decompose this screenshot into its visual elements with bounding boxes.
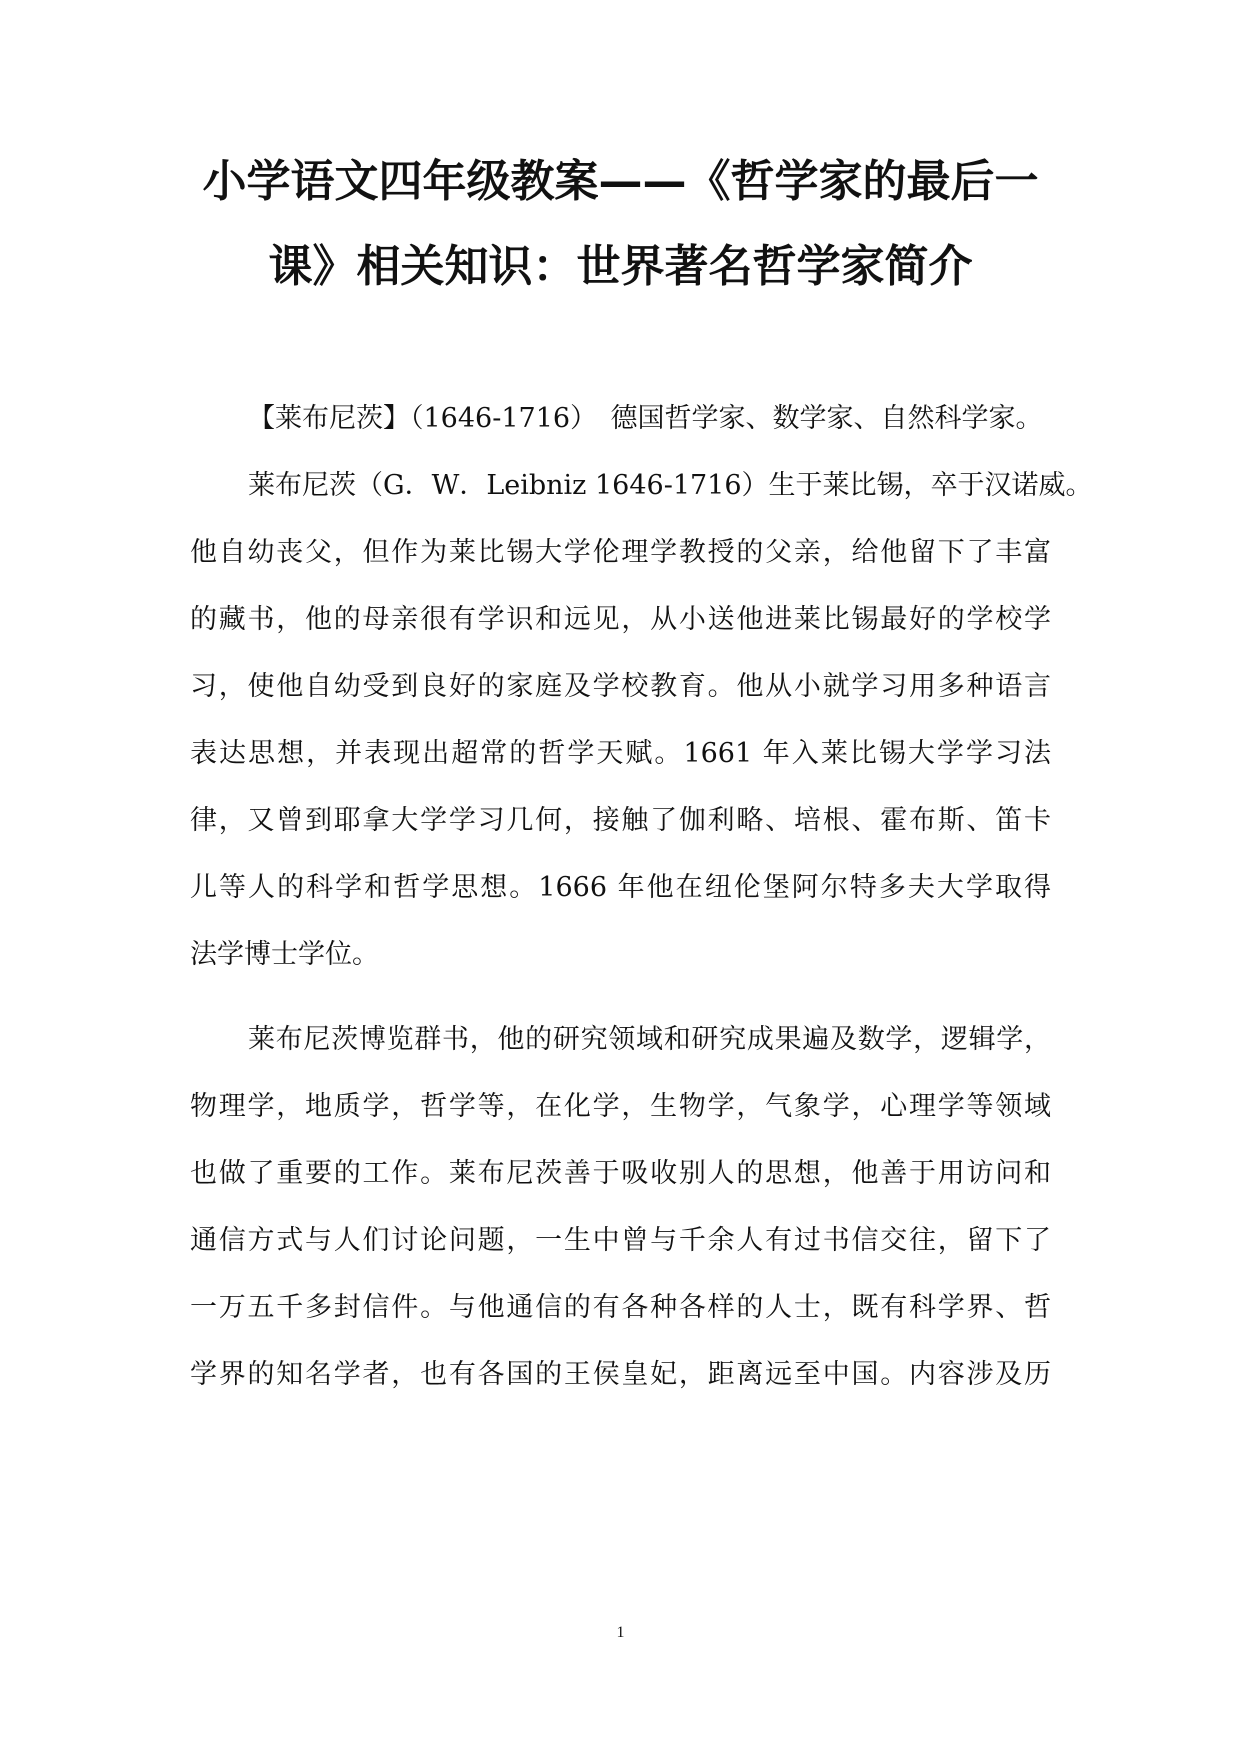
paragraph-3-line-3: 也做了重要的工作。莱布尼茨善于吸收别人的思想，他善于用访问和: [190, 1158, 1051, 1189]
paragraph-2-line-8: 法学博士学位。: [190, 939, 379, 970]
document-title-line-2: 课》相关知识：世界著名哲学家简介: [268, 241, 973, 292]
paragraph-3-line-5: 一万五千多封信件。与他通信的有各种各样的人士，既有科学界、哲: [190, 1292, 1051, 1323]
paragraph-3-line-1: 莱布尼茨博览群书，他的研究领域和研究成果遍及数学，逻辑学，: [248, 1024, 1051, 1055]
paragraph-3-line-6: 学界的知名学者，也有各国的王侯皇妃，距离远至中国。内容涉及历: [190, 1359, 1051, 1390]
document-title-line-1: 小学语文四年级教案——《哲学家的最后一: [202, 156, 1039, 207]
paragraph-2-line-7: 儿等人的科学和哲学思想。1666 年他在纽伦堡阿尔特多夫大学取得: [190, 872, 1051, 903]
paragraph-1-line-1: 【莱布尼茨】（1646-1716） 德国哲学家、数学家、自然科学家。: [248, 403, 1043, 434]
page-number: 1: [616, 1624, 625, 1641]
paragraph-3-line-4: 通信方式与人们讨论问题，一生中曾与千余人有过书信交往，留下了: [190, 1225, 1051, 1256]
paragraph-2-line-2: 他自幼丧父，但作为莱比锡大学伦理学教授的父亲，给他留下了丰富: [190, 537, 1051, 568]
paragraph-2-line-3: 的藏书，他的母亲很有学识和远见，从小送他进莱比锡最好的学校学: [190, 604, 1051, 635]
paragraph-2-line-1: 莱布尼茨（G．W．Leibniz 1646-1716）生于莱比锡，卒于汉诺威。: [248, 470, 1093, 501]
paragraph-2-line-5: 表达思想，并表现出超常的哲学天赋。1661 年入莱比锡大学学习法: [190, 738, 1051, 769]
paragraph-3-line-2: 物理学，地质学，哲学等，在化学，生物学，气象学，心理学等领域: [190, 1091, 1051, 1122]
paragraph-2-line-6: 律，又曾到耶拿大学学习几何，接触了伽利略、培根、霍布斯、笛卡: [190, 805, 1051, 836]
paragraph-2-line-4: 习，使他自幼受到良好的家庭及学校教育。他从小就学习用多种语言: [190, 671, 1051, 702]
